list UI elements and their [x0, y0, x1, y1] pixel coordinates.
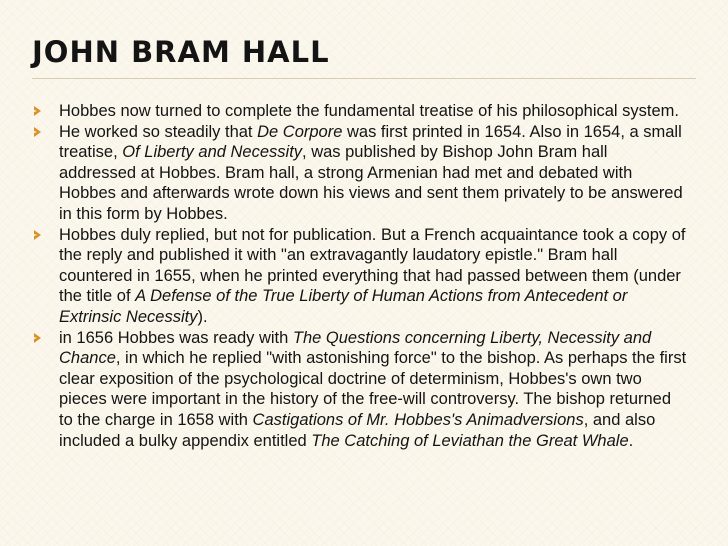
bullet-text: .: [628, 431, 634, 450]
bullet-text: Hobbes duly replied, but not for publication. But a French acquaintance took a copy of the reply and published it with "an extravagantly laudatory epistle." Bram hall countered in 1655, when he printed everything that had passed between them (under the title of: [59, 225, 686, 306]
bullet-item: [34, 328, 688, 452]
arrowhead-bullet-icon: [34, 230, 41, 240]
arrowhead-bullet-icon: [34, 127, 41, 137]
bullet-text: Hobbes now turned to complete the fundamental treatise of his philosophical system.: [59, 102, 680, 120]
book-title: The Questions concerning Liberty, Necessity and Chance: [59, 328, 652, 368]
slide-title: JOHN BRAM HALL: [32, 35, 330, 69]
bullet-text: , was published by Bishop John Bram hall addressed at Hobbes. Bram hall, a strong Armenian had met and debated with Hobbes and afterwards wrote down his views and sent them privately to be answered in this form by Hobbes.: [59, 143, 683, 223]
bullet-text: ).: [197, 307, 208, 326]
arrowhead-bullet-icon: [34, 106, 41, 116]
book-title: Castigations of Mr. Hobbes's Animadversions: [252, 410, 584, 429]
book-title: De Corpore: [257, 122, 343, 141]
arrowhead-bullet-icon: [34, 333, 41, 343]
bullet-text: was first printed in 1654. Also in 1654, a small treatise,: [59, 122, 682, 162]
bullet-text: in 1656 Hobbes was ready with: [59, 328, 293, 347]
book-title: Of Liberty and Necessity: [122, 143, 303, 162]
title-divider: [32, 78, 696, 79]
bullet-item: [34, 101, 688, 122]
book-title: The Catching of Leviathan the Great Whale: [311, 431, 629, 450]
bullet-text: He worked so steadily that: [59, 122, 258, 141]
bullet-list: [34, 101, 688, 451]
bullet-text: , in which he replied "with astonishing force" to the bishop. As perhaps the first clear exposition of the psychological doctrine of determinism, Hobbes's own two pieces were important in the history of the free-will controversy. The bishop returned to the charge in 1658 with: [59, 349, 687, 429]
bullet-text: , and also included a bulky appendix entitled: [59, 410, 656, 450]
bullet-item: [34, 225, 688, 328]
book-title: A Defense of the True Liberty of Human Actions from Antecedent or Extrinsic Necessity: [59, 287, 628, 326]
bullet-item: [34, 122, 688, 225]
